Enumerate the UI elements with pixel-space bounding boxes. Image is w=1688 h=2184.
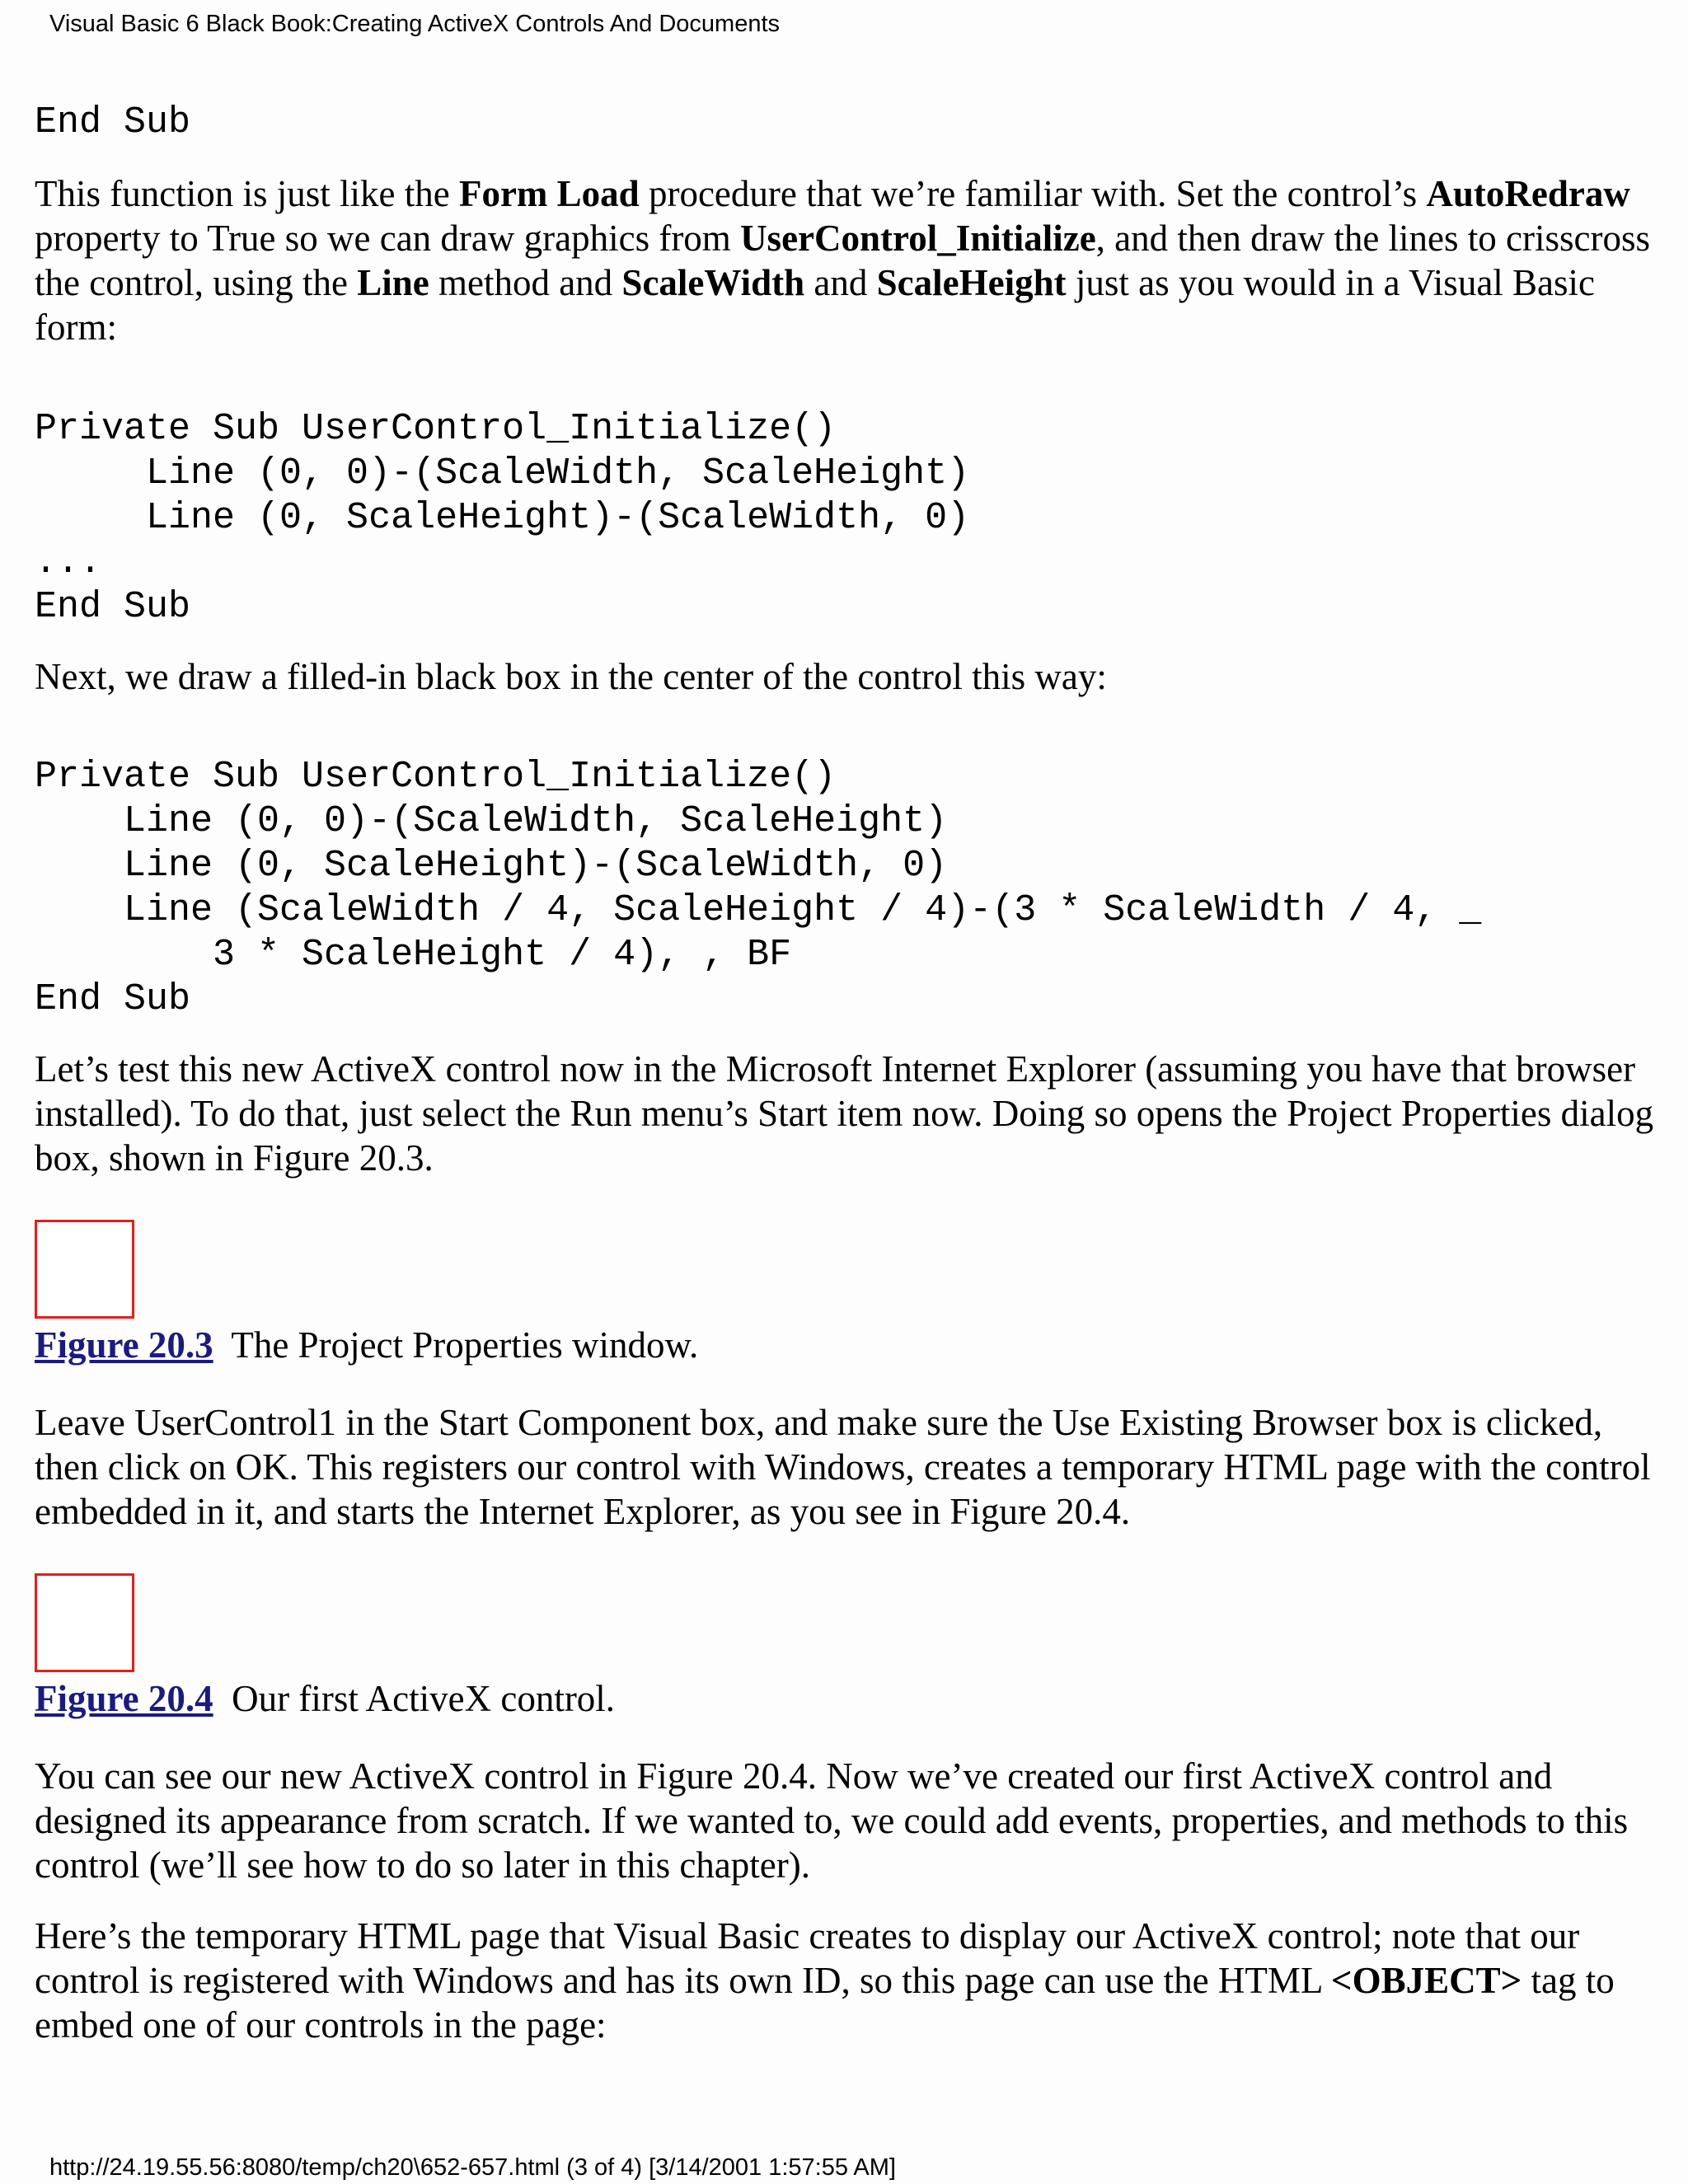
figure-20-3-placeholder <box>35 1220 134 1319</box>
figure-20-4-placeholder <box>35 1573 134 1672</box>
paragraph-filled-box: Next, we draw a filled-in black box in the center of the control this way: <box>35 656 1107 697</box>
text-span: tag to embed one of our controls in the page: <box>35 1960 1615 2046</box>
text-span: Here’s the temporary HTML page that Visual Basic creates to display our ActiveX control; note that our control is registered with Windows and has its own ID, so this page can use the HTML <box>35 1915 1580 2001</box>
figure-20-3-link[interactable]: Figure 20.3 <box>35 1324 213 1366</box>
bold-term: ScaleHeight <box>876 262 1067 303</box>
bold-term: <OBJECT> <box>1330 1960 1522 2001</box>
text-span: procedure that we’re familiar with. Set the control’s <box>639 173 1427 214</box>
code-block-crisscross: Private Sub UserControl_Initialize() Line (0, 0)-(ScaleWidth, ScaleHeight) Line (0, ScaleHeight)-(ScaleWidth, 0) ... End Sub <box>35 408 970 628</box>
code-block-end-sub: End Sub <box>35 101 191 143</box>
paragraph-test-control: Let’s test this new ActiveX control now in the Microsoft Internet Explorer (assuming you have that browser installed). To do that, just select the Run menu’s Start item now. Doing so opens the Project Properties dialog box, shown in Figure 20.3. <box>35 1048 1654 1179</box>
page-content <box>35 101 1667 2047</box>
paragraph-start-component: Leave UserControl1 in the Start Component box, and make sure the Use Existing Browser box is clicked, then click on OK. This registers our control with Windows, creates a temporary HTML page with the control embedded in it, and starts the Internet Explorer, as you see in Figure 20.4. <box>35 1402 1651 1532</box>
code-block-filled-box: Private Sub UserControl_Initialize() Line (0, 0)-(ScaleWidth, ScaleHeight) Line (0, ScaleHeight)-(ScaleWidth, 0) Line (ScaleWidth / 4, ScaleHeight / 4)-(3 * ScaleWidth / 4, _ 3 * ScaleHeight / 4), , BF End Sub <box>35 756 1482 1020</box>
text-span: This function is just like the <box>35 173 459 214</box>
paragraph-initialize-intro <box>35 171 1667 349</box>
bold-term: Form Load <box>458 173 640 214</box>
text-span: just as you would in a Visual Basic form: <box>35 262 1596 348</box>
text-span: , and then draw the lines to crisscross the control, using the <box>35 218 1651 303</box>
text-span: and <box>804 262 877 303</box>
page-header: Visual Basic 6 Black Book:Creating ActiveX Controls And Documents <box>49 11 781 37</box>
bold-term: ScaleWidth <box>621 262 805 303</box>
text-span: property to True so we can draw graphics from <box>35 218 741 259</box>
caption-text: Our first ActiveX control. <box>232 1678 616 1719</box>
bold-term: UserControl_Initialize <box>740 218 1096 259</box>
paragraph-html-page <box>35 1914 1667 2047</box>
page-footer: http://24.19.55.56:8080/temp/ch20\652-657.html (3 of 4) [3/14/2001 1:57:55 AM] <box>49 2154 896 2181</box>
text-span: method and <box>429 262 622 303</box>
figure-20-3-caption <box>35 1323 1667 1367</box>
bold-term: AutoRedraw <box>1426 173 1630 214</box>
caption-text: The Project Properties window. <box>231 1324 699 1366</box>
paragraph-first-control: You can see our new ActiveX control in Figure 20.4. Now we’ve created our first ActiveX control and designed its appearance from scratch. If we wanted to, we could add events, properties, and methods to this control (we’ll see how to do so later in this chapter). <box>35 1755 1629 1886</box>
bold-term: Line <box>357 262 429 303</box>
figure-20-4-link[interactable]: Figure 20.4 <box>35 1678 213 1719</box>
figure-20-4-caption <box>35 1676 1667 1721</box>
